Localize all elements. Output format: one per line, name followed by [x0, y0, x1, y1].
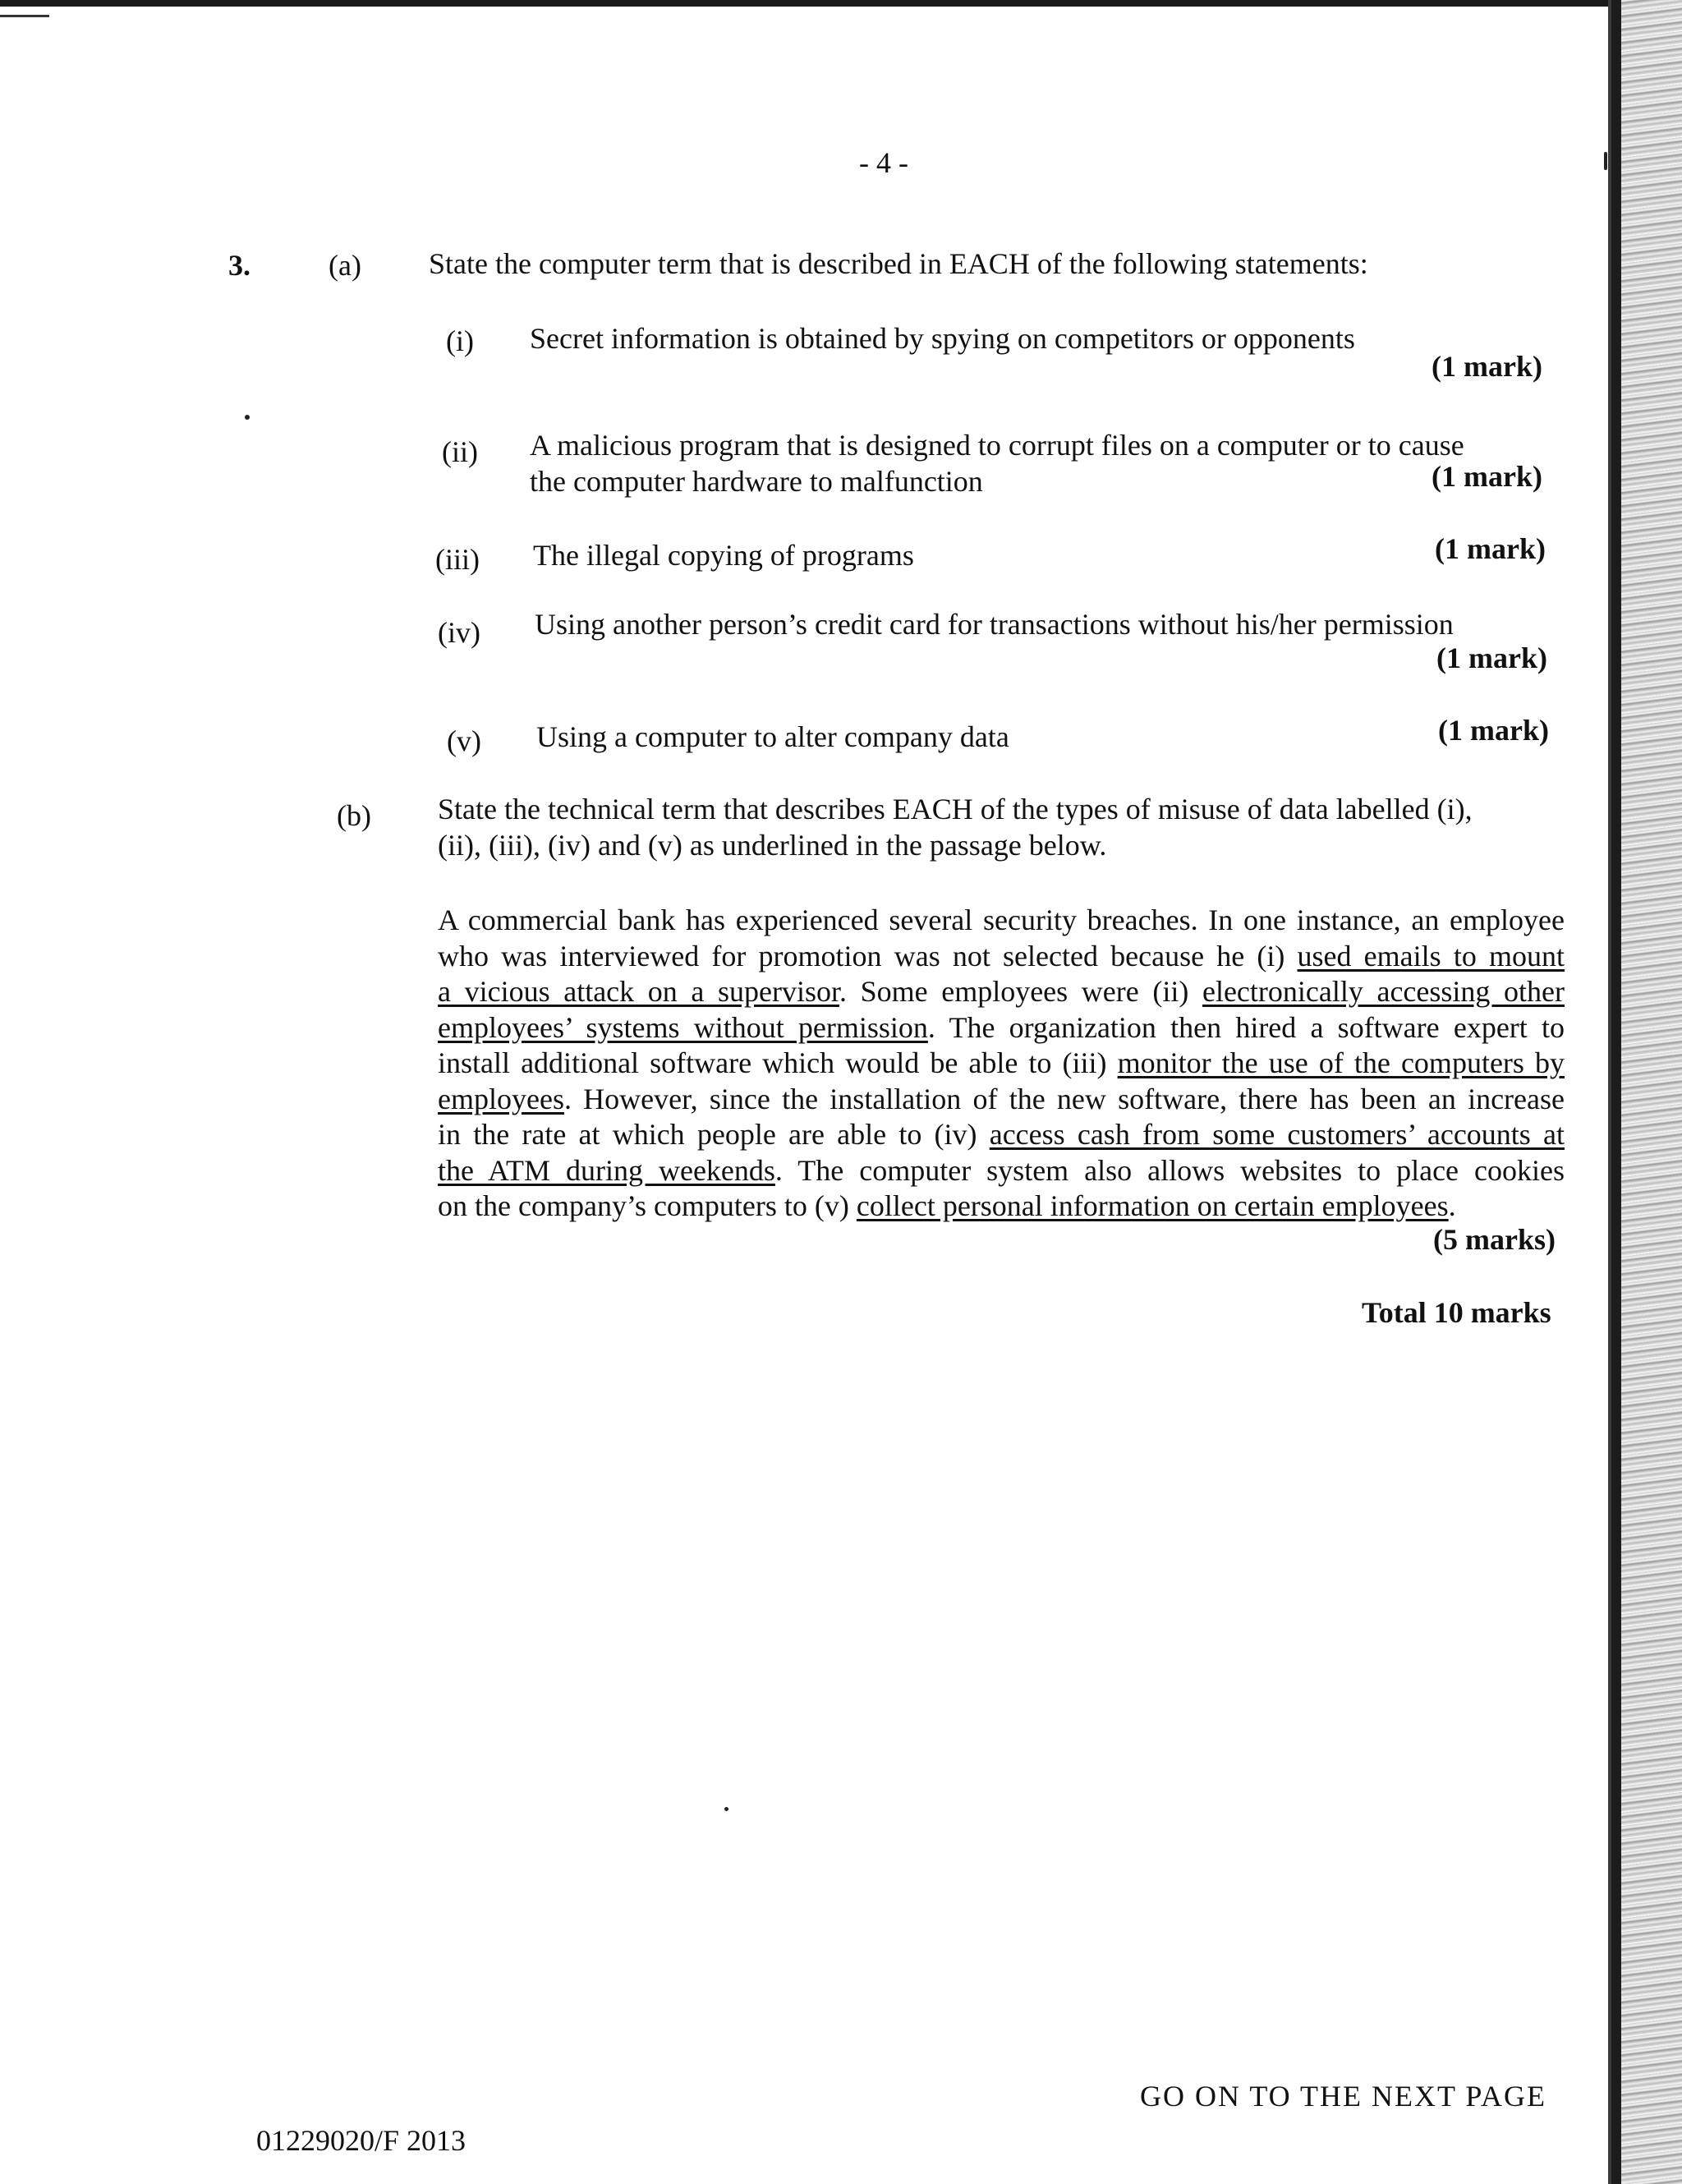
- passage-text: . Some employees were (ii): [839, 975, 1202, 1008]
- part-b-instruction-line2: (ii), (iii), (iv) and (v) as underlined in the passage below.: [438, 829, 1107, 862]
- scan-speck: [245, 415, 250, 420]
- part-b-label: (b): [337, 799, 371, 832]
- underlined-misuse-ii: electronically accessing other: [1202, 975, 1565, 1008]
- item-label: (ii): [442, 435, 478, 468]
- item-label: (v): [447, 724, 481, 757]
- passage-line: [438, 1010, 1565, 1046]
- passage-line: [438, 1189, 1565, 1225]
- passage-line: [438, 1082, 1565, 1118]
- item-label: (iv): [438, 616, 480, 649]
- passage-line: [438, 903, 1565, 939]
- scan-right-edge-shadow: [1611, 0, 1621, 2184]
- passage-text: . However, since the installation of the new software, there has been an increase: [563, 1082, 1565, 1115]
- passage-text: . The organization then hired a software expert to: [927, 1010, 1565, 1044]
- passage: [438, 903, 1565, 1225]
- passage-line: [438, 939, 1565, 975]
- underlined-misuse-iii: employees: [438, 1082, 564, 1115]
- part-a-label: (a): [329, 249, 361, 282]
- scan-right-border: [1608, 0, 1611, 2184]
- item-text-line2: the computer hardware to malfunction: [530, 465, 983, 498]
- item-text: The illegal copying of programs: [533, 539, 914, 572]
- part-a-instruction: State the computer term that is described in EACH of the following statements:: [429, 247, 1368, 280]
- part-b-instruction-line1: State the technical term that describes EACH of the types of misuse of data labelled (i),: [438, 793, 1473, 825]
- next-page-notice: GO ON TO THE NEXT PAGE: [1140, 2080, 1547, 2113]
- passage-line: [438, 1117, 1565, 1153]
- passage-text: .: [1448, 1189, 1456, 1222]
- total-marks: Total 10 marks: [1362, 1296, 1551, 1329]
- scan-speck: [724, 1807, 728, 1811]
- item-text: Using another person’s credit card for transactions without his/her permission: [535, 608, 1454, 641]
- underlined-misuse-i: a vicious attack on a supervisor: [438, 975, 839, 1008]
- item-marks: (1 mark): [1432, 350, 1542, 383]
- item-marks: (1 mark): [1432, 460, 1542, 493]
- passage-text: install additional software which would be able to (iii): [438, 1046, 1118, 1079]
- passage-line: [438, 1046, 1565, 1082]
- scan-corner-mark: [0, 15, 49, 17]
- passage-line: [438, 1153, 1565, 1189]
- question-number: 3.: [228, 249, 250, 282]
- paper-code: 01229020/F 2013: [256, 2124, 466, 2157]
- underlined-misuse-iii: monitor the use of the computers by: [1117, 1046, 1565, 1079]
- passage-text: on the company’s computers to (v): [438, 1189, 857, 1222]
- passage-text: in the rate at which people are able to (iv): [438, 1118, 990, 1151]
- scan-right-edge: [1611, 0, 1682, 2184]
- passage-line: [438, 974, 1565, 1010]
- scan-top-edge: [0, 0, 1610, 7]
- passage-text: who was interviewed for promotion was not selected because he (i): [438, 939, 1298, 972]
- underlined-misuse-i: used emails to mount: [1297, 939, 1565, 972]
- part-b-marks: (5 marks): [1433, 1223, 1556, 1256]
- item-label: (iii): [435, 543, 480, 576]
- underlined-misuse-ii: employees’ systems without permission: [438, 1010, 928, 1044]
- underlined-misuse-iv: access cash from some customers’ accounts at: [989, 1118, 1565, 1151]
- underlined-misuse-iv: the ATM during weekends: [438, 1153, 775, 1187]
- passage-text: A commercial bank has experienced several security breaches. In one instance, an employee: [438, 903, 1565, 936]
- underlined-misuse-v: collect personal information on certain employees: [856, 1189, 1449, 1222]
- page-number: - 4 -: [859, 146, 908, 179]
- item-text: Using a computer to alter company data: [536, 720, 1009, 753]
- item-label: (i): [446, 324, 474, 357]
- scan-speck: [1604, 152, 1607, 170]
- item-marks: (1 mark): [1436, 641, 1547, 674]
- item-text-line1: A malicious program that is designed to corrupt files on a computer or to cause: [530, 429, 1464, 462]
- item-marks: (1 mark): [1435, 532, 1546, 565]
- passage-text: . The computer system also allows websites to place cookies: [774, 1153, 1565, 1187]
- item-text: Secret information is obtained by spying on competitors or opponents: [530, 322, 1355, 355]
- item-marks: (1 mark): [1438, 714, 1549, 747]
